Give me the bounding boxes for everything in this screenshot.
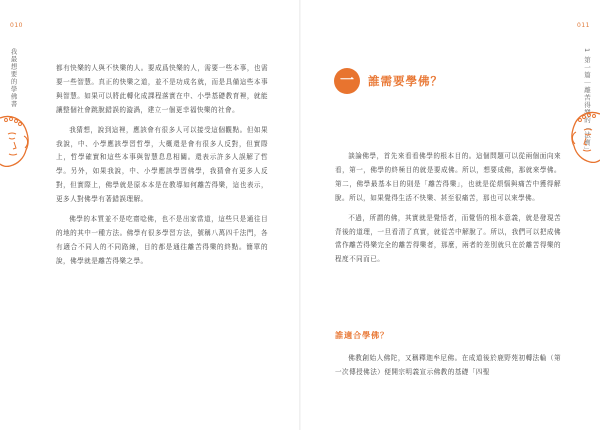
right-paragraph-2: 不過，所謂的佛，其實就是覺悟者，而覺悟的根本意義，就是發現苦背後的道理，一旦看清了真實，就從苦中解脫了。所以，我們可以把成佛當作離苦得樂完全的離苦得樂者，那麼，兩者的差別就只在於離苦得樂的程度不同而已。 [335,213,561,264]
left-running-head: 我最想要的學佛書 [9,48,18,108]
right-page-body [335,150,561,273]
section-heading [334,68,564,94]
right-paragraph-1: 談論佛學，首先來看看佛學的根本目的。這個問題可以從兩個面向來看，第一，佛學的終極目的就是要成佛。所以，想要成佛，那就來學佛。第二，佛學最基本目的則是「離苦得樂」，也就是從煩惱與痛苦中獲得解脫。所以，如果覺得生活不快樂、甚至很痛苦，那也可以來學佛。 [335,152,561,202]
right-page-number: 011 [577,22,590,29]
section-title: 誰需要學佛？ [368,74,443,88]
right-page-body-2 [335,352,561,386]
left-paragraph-2: 我猜想，說到這裡，應該會有很多人可以接受這個觀點。但如果我說，中、小學應該學習哲學，大概還是會有很多人反對，但實際上，哲學確實和這些本事與智慧息息相關。還表示許多人誤解了哲學。另外，如果我說，中、小學應該學習佛學，我猜會有更多人反對，但實際上，佛學就是原本本是在教導如何離苦得樂，這也表示，更多人對佛學有著錯誤理解。 [56,125,268,204]
left-page-number: 010 [10,22,23,29]
left-page-body [56,62,268,275]
buddha-face-profile-icon [566,108,600,168]
sub-heading: 誰適合學佛？ [335,330,389,340]
buddha-face-profile-icon [0,112,34,172]
section-number-badge: 一 [334,68,360,94]
right-paragraph-3: 佛教創始人佛陀，又稱釋迦牟尼佛。在成道後於鹿野苑初轉法輪（第一次傳授佛法）便開宗明義宣示佛教的基礎「四聖 [335,354,561,376]
right-running-head: 1 第一篇｜離苦得樂的「法寶」 [583,48,591,154]
left-paragraph-3: 佛學的本質並不是吃齋唸佛，也不是出家當道，這些只是通往目的地的其中一種方法。佛學有很多學習方法，號稱八萬四千法門，各有適合不同人的不同路線，目的都是通往離苦得樂的終點。簡單的說，佛學就是離苦得樂之學。 [56,215,268,265]
page-gutter [299,0,301,430]
left-paragraph-1: 都有快樂的人與不快樂的人。要成爲快樂的人，需要一些本事，也需要一些智慧。真正的快樂之道，並不是功成名就，而是具備這些本事與智慧。如果可以將此轉化成課程落實在中、小學基礎教育裡，就能讓整個社會跳脫錯誤的漩渦，建立一個更幸福快樂的社會。 [56,64,268,114]
